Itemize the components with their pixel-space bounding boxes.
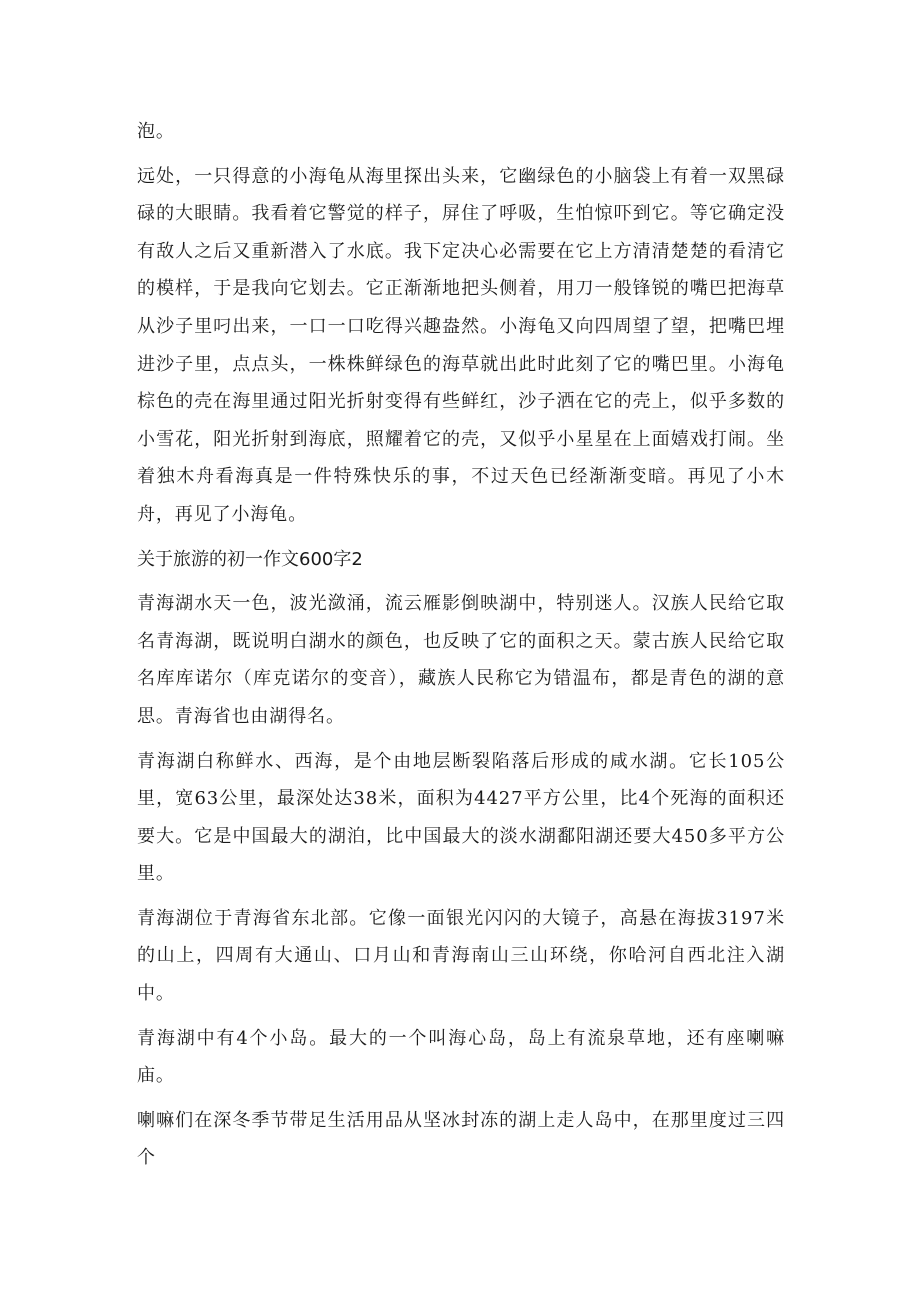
paragraph: 喇嘛们在深冬季节带足生活用品从坚冰封冻的湖上走人岛中，在那里度过三四个 bbox=[137, 1109, 785, 1169]
section-heading: 关于旅游的初一作文600字2 bbox=[137, 548, 363, 570]
paragraph: 青海湖中有4个小岛。最大的一个叫海心岛，岛上有流泉草地，还有座喇嘛庙。 bbox=[137, 1027, 785, 1087]
paragraph: 泡。 bbox=[137, 121, 175, 142]
paragraph: 青海湖白称鲜水、西海，是个由地层断裂陷落后形成的咸水湖。它长105公里，宽63公里，最深处达38米，面积为4427平方公里，比4个死海的面积还要大。它是中国最大的湖泊，比中国最大的淡水湖鄱阳湖还要大450多平方公里。 bbox=[137, 750, 785, 885]
document-body bbox=[137, 113, 785, 1184]
paragraph: 远处，一只得意的小海龟从海里探出头来，它幽绿色的小脑袋上有着一双黑碌碌的大眼睛。我看着它警觉的样子，屏住了呼吸，生怕惊吓到它。等它确定没有敌人之后又重新潜入了水底。我下定决心必需要在它上方清清楚楚的看清它的模样，于是我向它划去。它正渐渐地把头侧着，用刀一般锋锐的嘴巴把海草从沙子里叼出来，一口一口吃得兴趣盎然。小海龟又向四周望了望，把嘴巴埋进沙子里，点点头，一株株鲜绿色的海草就出此时此刻了它的嘴巴里。小海龟棕色的壳在海里通过阳光折射变得有些鲜红，沙子洒在它的壳上，似乎多数的小雪花，阳光折射到海底，照耀着它的壳，又似乎小星星在上面嬉戏打闹。坐着独木舟看海真是一件特殊快乐的事，不过天色已经渐渐变暗。再见了小木舟，再见了小海龟。 bbox=[137, 165, 785, 525]
paragraph: 青海湖水天一色，波光潋涌，流云雁影倒映湖中，特别迷人。汉族人民给它取名青海湖，既说明白湖水的颜色，也反映了它的面积之天。蒙古族人民给它取名库库诺尔（库克诺尔的变音），藏族人民称它为错温布，都是青色的湖的意思。青海省也由湖得名。 bbox=[137, 593, 785, 727]
paragraph: 青海湖位于青海省东北部。它像一面银光闪闪的大镜子，高悬在海拔3197米的山上，四周有大通山、口月山和青海南山三山环绕，你哈河自西北注入湖中。 bbox=[137, 907, 785, 1005]
